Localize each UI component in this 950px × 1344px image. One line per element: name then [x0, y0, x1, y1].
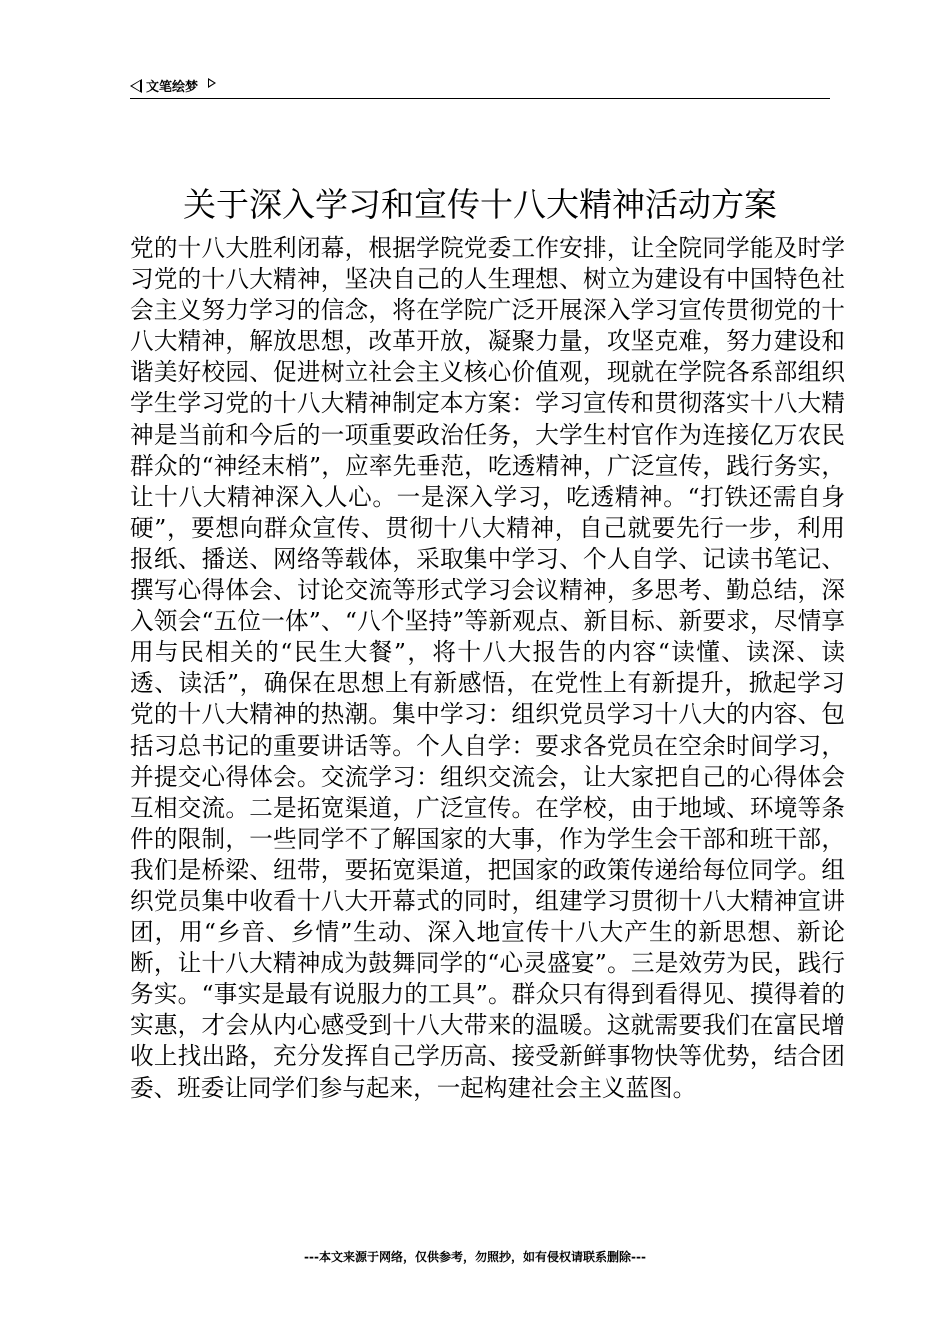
- document-body: 党的十八大胜利闭幕，根据学院党委工作安排，让全院同学能及时学习党的十八大精神，坚决自己的人生理想、树立为建设有中国特色社会主义努力学习的信念，将在学院广泛开展深入学习宣传贯彻党的十八大精神，解放思想，改革开放，凝聚力量，攻坚克难，努力建设和谐美好校园、促进树立社会主义核心价值观，现就在学院各系部组织学生学习党的十八大精神制定本方案：学习宣传和贯彻落实十八大精神是当前和今后的一项重要政治任务，大学生村官作为连接亿万农民群众的“神经末梢”，应率先垂范，吃透精神，广泛宣传，践行务实，让十八大精神深入人心。一是深入学习，吃透精神。“打铁还需自身硬”，要想向群众宣传、贯彻十八大精神，自己就要先行一步，利用报纸、播送、网络等载体，采取集中学习、个人自学、记读书笔记、撰写心得体会、讨论交流等形式学习会议精神，多思考、勤总结，深入领会“五位一体”、“八个坚持”等新观点、新目标、新要求，尽情享用与民相关的“民生大餐”，将十八大报告的内容“读懂、读深、读透、读活”，确保在思想上有新感悟，在党性上有新提升，掀起学习党的十八大精神的热潮。集中学习：组织党员学习十八大的内容、包括习总书记的重要讲话等。个人自学：要求各党员在空余时间学习，并提交心得体会。交流学习：组织交流会，让大家把自己的心得体会互相交流。二是拓宽渠道，广泛宣传。在学校，由于地域、环境等条件的限制，一些同学不了解国家的大事，作为学生会干部和班干部，我们是桥梁、纽带，要拓宽渠道，把国家的政策传递给每位同学。组织党员集中收看十八大开幕式的同时，组建学习贯彻十八大精神宣讲团，用“乡音、乡情”生动、深入地宣传十八大产生的新思想、新论断，让十八大精神成为鼓舞同学的“心灵盛宴”。三是效劳为民，践行务实。“事实是最有说服力的工具”。群众只有得到看得见、摸得着的实惠，才会从内心感受到十八大带来的温暖。这就需要我们在富民增收上找出路，充分发挥自己学历高、接受新鲜事物快等优势，结合团委、班委让同学们参与起来，一起构建社会主义蓝图。: [130, 234, 845, 1102]
- document-title: 关于深入学习和宣传十八大精神活动方案: [183, 185, 777, 224]
- header-brand: [130, 76, 216, 95]
- header-brand-text: 文笔绘梦: [146, 80, 199, 95]
- triangle-right-icon: [208, 78, 216, 88]
- triangle-left-icon: [130, 79, 142, 93]
- page-header: [130, 72, 830, 99]
- footer-notice: ---本文来源于网络，仅供参考，勿照抄，如有侵权请联系删除---: [304, 1250, 646, 1264]
